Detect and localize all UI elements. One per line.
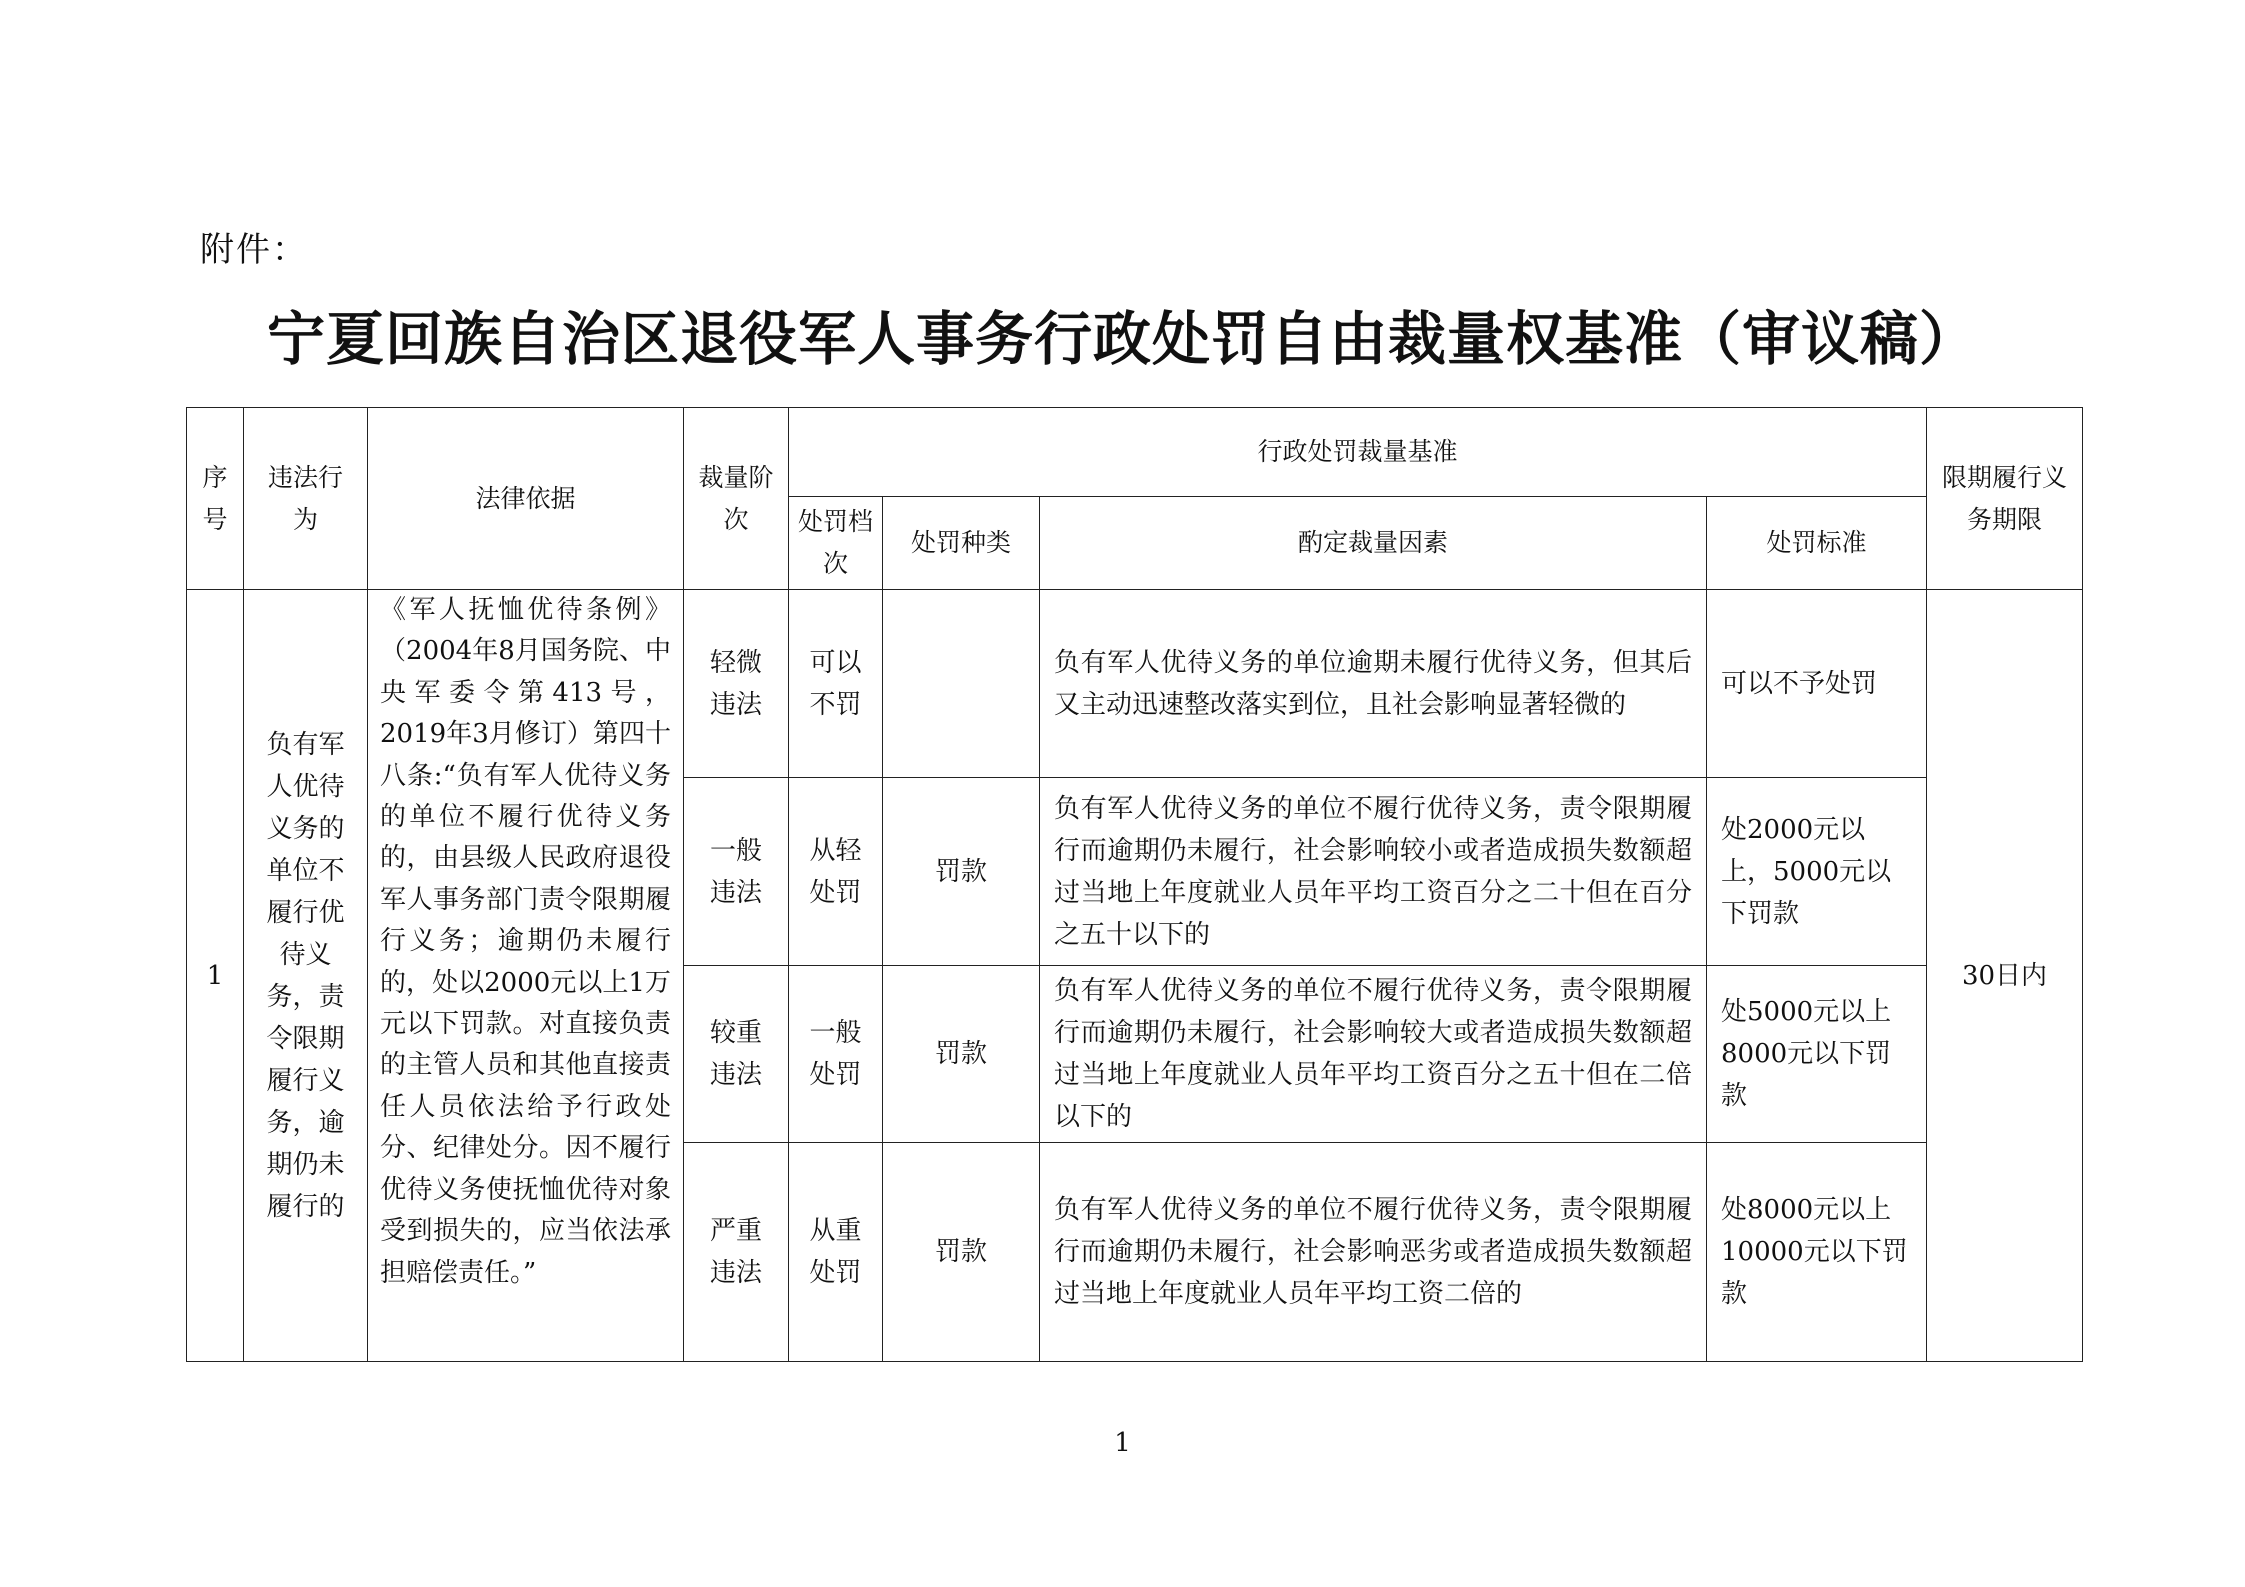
discretion-table	[186, 407, 2083, 1362]
tier-grade: 从轻处罚	[789, 778, 883, 966]
tier-factors: 负有军人优待义务的单位不履行优待义务，责令限期履行而逾期仍未履行，社会影响恶劣或者造成损失数额超过当地上年度就业人员年平均工资二倍的	[1040, 1143, 1707, 1362]
tier-penalty-type: 罚款	[883, 778, 1040, 966]
tier-level: 一般违法	[684, 778, 789, 966]
row-violation: 负有军人优待义务的单位不履行优待义务，责令限期履行义务，逾期仍未履行的	[244, 590, 368, 1362]
tier-factors: 负有军人优待义务的单位不履行优待义务，责令限期履行而逾期仍未履行，社会影响较小或者造成损失数额超过当地上年度就业人员年平均工资百分之二十但在百分之五十以下的	[1040, 778, 1707, 966]
table-row	[187, 590, 2083, 778]
header-violation: 违法行为	[244, 408, 368, 590]
header-grade: 处罚档次	[789, 497, 883, 590]
header-legal-basis: 法律依据	[368, 408, 684, 590]
attachment-label: 附件：	[200, 230, 308, 270]
tier-level: 较重违法	[684, 966, 789, 1143]
tier-grade: 一般处罚	[789, 966, 883, 1143]
tier-penalty-type: 罚款	[883, 966, 1040, 1143]
tier-factors: 负有军人优待义务的单位逾期未履行优待义务，但其后又主动迅速整改落实到位，且社会影响显著轻微的	[1040, 590, 1707, 778]
tier-level: 轻微违法	[684, 590, 789, 778]
tier-level: 严重违法	[684, 1143, 789, 1362]
tier-grade: 可以不罚	[789, 590, 883, 778]
tier-standard: 可以不予处罚	[1707, 590, 1927, 778]
tier-penalty-type: 罚款	[883, 1143, 1040, 1362]
tier-factors: 负有军人优待义务的单位不履行优待义务，责令限期履行而逾期仍未履行，社会影响较大或者造成损失数额超过当地上年度就业人员年平均工资百分之五十但在二倍以下的	[1040, 966, 1707, 1143]
row-seq: 1	[187, 590, 244, 1362]
tier-grade: 从重处罚	[789, 1143, 883, 1362]
tier-standard: 处5000元以上8000元以下罚款	[1707, 966, 1927, 1143]
row-deadline: 30日内	[1927, 590, 2083, 1362]
header-factors: 酌定裁量因素	[1040, 497, 1707, 590]
tier-standard: 处8000元以上10000元以下罚款	[1707, 1143, 1927, 1362]
header-penalty-type: 处罚种类	[883, 497, 1040, 590]
page-number: 1	[1114, 1428, 1131, 1458]
header-seq: 序号	[187, 408, 244, 590]
tier-penalty-type	[883, 590, 1040, 778]
tier-standard: 处2000元以上，5000元以下罚款	[1707, 778, 1927, 966]
header-penalty-standard: 处罚标准	[1707, 497, 1927, 590]
page-title: 宁夏回族自治区退役军人事务行政处罚自由裁量权基准（审议稿）	[266, 305, 1978, 373]
header-level: 裁量阶次	[684, 408, 789, 590]
row-legal-basis: 《军人抚恤优待条例》（2004年8月国务院、中央军委令第413号，2019年3月修订）第四十八条:“负有军人优待义务的单位不履行优待义务的，由县级人民政府退役军人事务部门责令限期履行义务；逾期仍未履行的，处以2000元以上1万元以下罚款。对直接负责的主管人员和其他直接责任人员依法给予行政处分、纪律处分。因不履行优待义务使抚恤优待对象受到损失的，应当依法承担赔偿责任。”	[368, 590, 684, 1362]
header-standard-group: 行政处罚裁量基准	[789, 408, 1927, 497]
header-deadline: 限期履行义务期限	[1927, 408, 2083, 590]
